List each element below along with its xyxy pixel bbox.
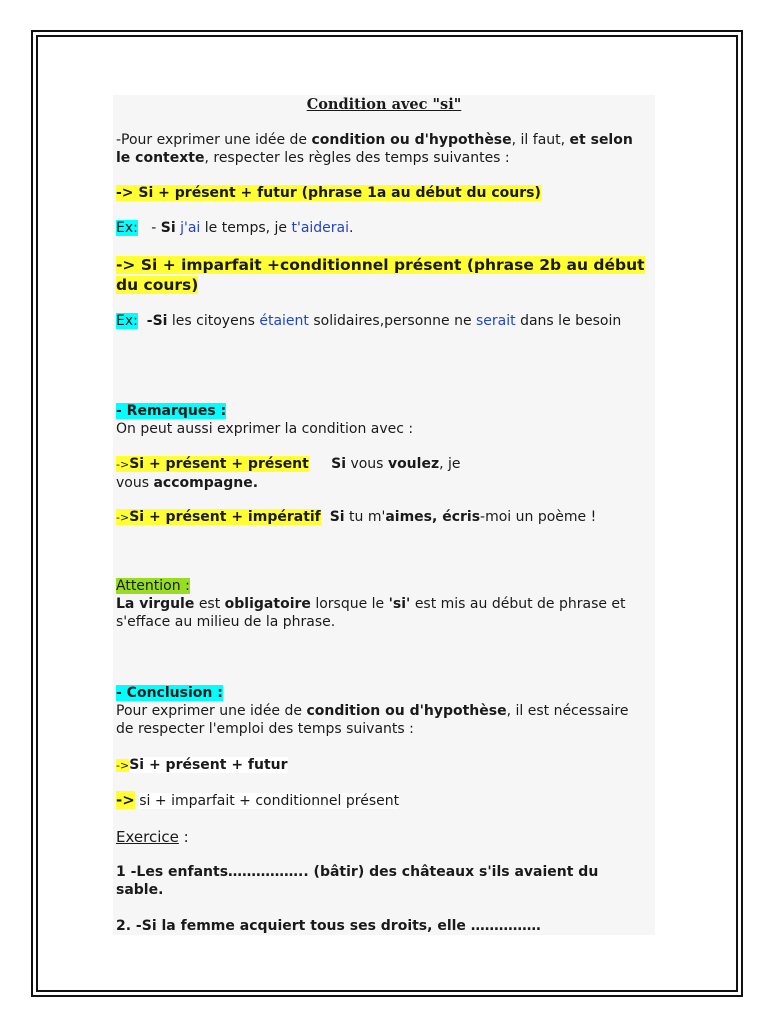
conclusion-rule-1: ->Si + présent + futur — [116, 757, 288, 773]
example-2: Ex: -Si les citoyens étaient solidaires,personne ne serait dans le besoin — [116, 313, 622, 329]
remarque-1: ->Si + présent + présent Si vous voulez, je vous accompagne. — [116, 456, 461, 491]
remarques-heading: - Remarques : — [116, 403, 227, 419]
rule-1: -> Si + présent + futur (phrase 1a au début du cours) — [116, 185, 541, 201]
rule-2: -> Si + imparfait +conditionnel présent (phrase 2b au début du cours) — [116, 256, 645, 294]
attention-section: Attention : La virgule est obligatoire lorsque le 'si' est mis au début de phrase et s'efface au milieu de la phrase. — [116, 578, 626, 630]
exercice-question-2: 2. -Si la femme acquiert tous ses droits, elle …………… — [116, 918, 541, 934]
remarque-2: ->Si + présent + impératif Si tu m'aimes, écris-moi un poème ! — [116, 509, 597, 525]
intro-paragraph: -Pour exprimer une idée de condition ou d'hypothèse, il faut, et selon le contexte, respecter les règles des temps suivantes : — [116, 132, 633, 166]
exercice-question-1: 1 -Les enfants…………….. (bâtir) des châteaux s'ils avaient du sable. — [116, 864, 599, 898]
conclusion-heading: - Conclusion : — [116, 685, 223, 701]
exercice-heading-line: Exercice : — [116, 828, 189, 846]
document-body — [113, 95, 655, 935]
exercice-heading: Exercice — [116, 828, 179, 846]
conclusion-rule-2: -> si + imparfait + conditionnel présent — [116, 791, 400, 809]
example-1: Ex: - Si j'ai le temps, je t'aiderai. — [116, 220, 354, 236]
conclusion-section: - Conclusion : Pour exprimer une idée de condition ou d'hypothèse, il est nécessaire de respecter l'emploi des temps suivants : — [116, 685, 629, 737]
remarques-section: - Remarques : On peut aussi exprimer la condition avec : — [116, 403, 414, 437]
document-title: Condition avec "si" — [306, 96, 462, 113]
attention-heading: Attention : — [116, 578, 190, 594]
